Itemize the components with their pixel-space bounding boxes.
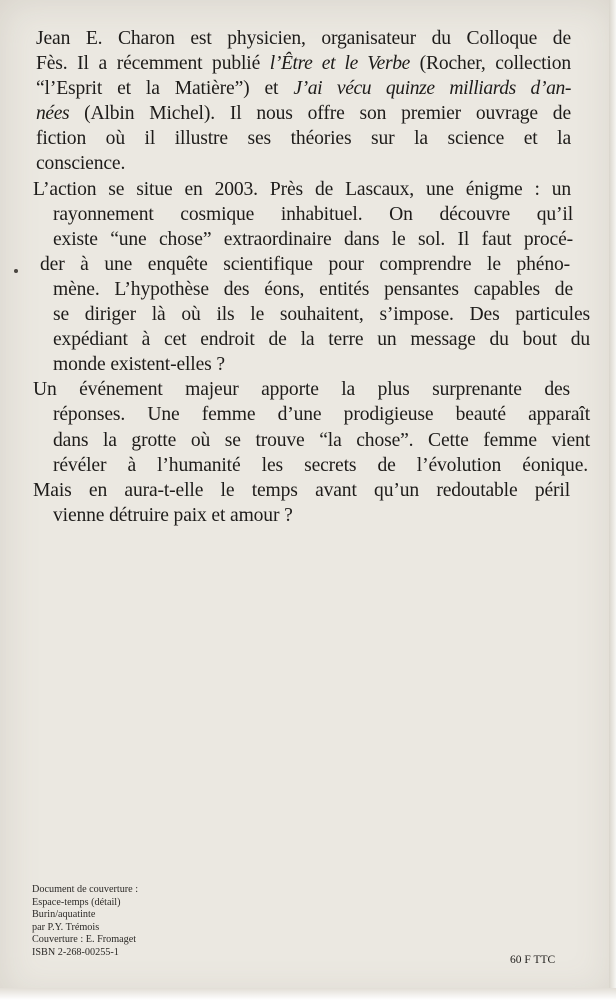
plot-paragraph — [33, 177, 590, 378]
text-line: rayonnement cosmique inhabituel. On découvre qu’il — [53, 203, 573, 225]
ink-speck — [14, 269, 18, 273]
text-line: Un événement majeur apporte la plus surprenante des — [33, 379, 570, 401]
author-paragraph — [33, 26, 571, 177]
text-line: Mais en aura-t-elle le temps avant qu’un redoutable péril — [33, 479, 570, 501]
book-title: J’ai vécu quinze milliards d’an- — [293, 78, 571, 100]
text-line: se diriger là où ils le souhaitent, s’impose. Des particules — [53, 304, 590, 326]
text-line: expédiant à cet endroit de la terre un message du bout du — [53, 329, 590, 351]
book-title: nées — [36, 103, 70, 125]
credit-line: par P.Y. Trémois — [32, 921, 100, 933]
credit-line: Burin/aquatinte — [32, 909, 96, 921]
ending-paragraph — [33, 377, 590, 528]
text-line: nées (Albin Michel). Il nous offre son premier ouvrage de — [36, 103, 571, 125]
credit-line: Couverture : E. Fromaget — [32, 934, 137, 946]
cover-credits — [32, 884, 138, 960]
credit-line: Document de couverture : — [32, 884, 139, 895]
text-line: révéler à l’humanité les secrets de l’évolution éonique. — [53, 454, 588, 476]
cover-blurb — [33, 26, 590, 528]
isbn-line: ISBN 2-268-00255-1 — [32, 946, 119, 958]
bottom-fold — [0, 988, 616, 1000]
text-line: mène. L’hypothèse des éons, entités pensantes capables de — [53, 278, 573, 300]
text-line: Fès. Il a récemment publié l’Être et le Verbe (Rocher, collection — [36, 53, 572, 75]
text-line: Jean E. Charon est physicien, organisateur du Colloque de — [36, 28, 571, 49]
text-line: existe “une chose” extraordinaire dans le sol. Il faut procé- — [53, 228, 573, 250]
text-line: conscience. — [36, 153, 126, 175]
page-edge — [609, 0, 616, 1000]
book-title: l’Être et le Verbe — [269, 53, 410, 75]
text-line: monde existent-elles ? — [53, 354, 225, 376]
text-line: L’action se situe en 2003. Près de Lascaux, une énigme : un — [33, 178, 571, 200]
price-label: 60 F TTC — [510, 954, 556, 966]
text-line: “l’Esprit et la Matière”) et J’ai vécu quinze milliards d’an- — [36, 78, 571, 100]
text-line: dans la grotte où se trouve “la chose”. Cette femme vient — [53, 429, 590, 451]
text-line: der à une enquête scientifique pour comprendre le phéno- — [40, 253, 570, 275]
text-line: fiction où il illustre ses théories sur la science et la — [36, 128, 571, 150]
credit-line: Espace-temps (détail) — [32, 896, 121, 908]
text-line: vienne détruire paix et amour ? — [53, 504, 293, 526]
text-line: réponses. Une femme d’une prodigieuse beauté apparaît — [53, 404, 590, 426]
